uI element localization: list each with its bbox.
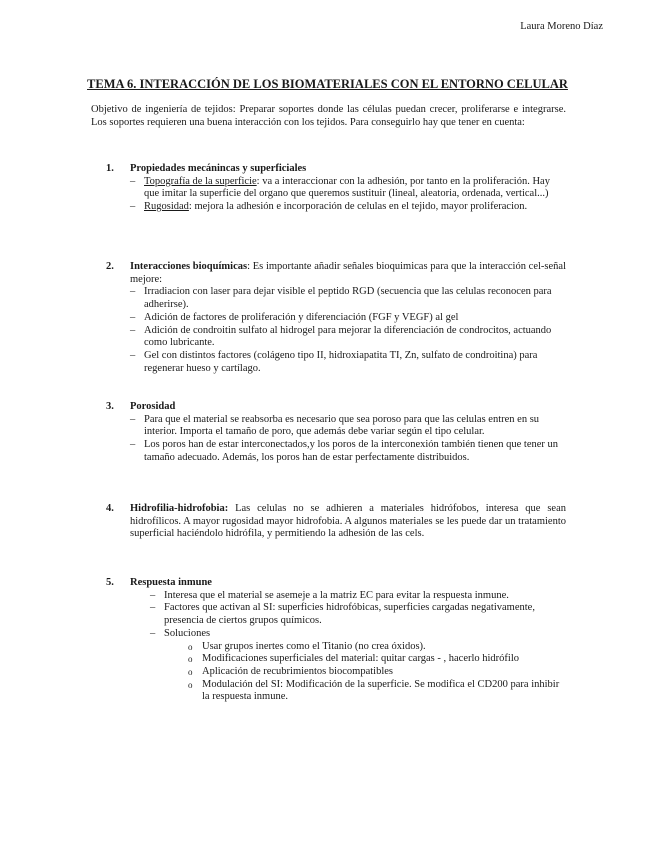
item-text: Interesa que el material se asemeje a la matriz EC para evitar la respuesta inmune. xyxy=(164,589,509,601)
item-text: : va a interaccionar con la adhesión, por tanto en la proliferación. Hay que imitar la superficie del organo que queremos sustituir (lineal, aleatoria, ordenada, vertical...) xyxy=(144,175,550,200)
circle-bullet-icon: o xyxy=(188,666,193,677)
sub-list-item xyxy=(182,653,566,666)
dash-bullet-icon: – xyxy=(130,286,136,298)
dash-bullet-icon: – xyxy=(150,589,156,601)
section-title-rest: Las celulas no se adhieren a materiales hidrófobos, interesa que sean hidrofílicos. A mayor rugosidad mayor hidrofobia. A algunos materiales se les puede dar un tratamiento superficial haciéndolo hidrófila, y permitiendo la adhesión de las cels. xyxy=(130,503,566,540)
dash-bullet-icon: – xyxy=(130,413,136,425)
section-4 xyxy=(106,503,566,541)
bullet-list xyxy=(130,176,566,214)
item-text: Adición de factores de proliferación y diferenciación (FGF y VEGF) al gel xyxy=(144,311,459,323)
section-3 xyxy=(106,401,566,465)
circle-bullet-icon: o xyxy=(188,679,193,690)
section-title: Hidrofilia-hidrofobia: xyxy=(130,503,229,514)
sub-bullet-list xyxy=(182,641,566,705)
section-heading xyxy=(130,261,566,286)
section-number: 2. xyxy=(106,261,114,272)
circle-bullet-icon: o xyxy=(188,641,193,652)
dash-bullet-icon: – xyxy=(130,201,136,213)
section-number: 4. xyxy=(106,503,114,514)
intro-paragraph: Objetivo de ingeniería de tejidos: Preparar soportes donde las células puedan crecer, proliferarse e integrarse. Los soportes requieren una buena interacción con los tejidos. Para conseguirlo hay que tener en cuenta: xyxy=(91,104,566,128)
section-number: 5. xyxy=(106,577,114,588)
list-item xyxy=(150,628,566,704)
dash-bullet-icon: – xyxy=(130,311,136,323)
header-author: Laura Moreno Díaz xyxy=(520,21,603,32)
dash-bullet-icon: – xyxy=(150,602,156,614)
section-2 xyxy=(106,261,566,375)
sub-list-item xyxy=(182,641,566,654)
item-text: Soluciones xyxy=(164,627,211,639)
section-paragraph xyxy=(130,503,566,541)
item-text: Gel con distintos factores (colágeno tipo II, hidroxiapatita TI, Zn, sulfato de condroitina) para regenerar hueso y cartílago. xyxy=(144,349,538,374)
section-title: Respuesta inmune xyxy=(130,577,212,588)
item-text: : mejora la adhesión e incorporación de celulas en el tejido, mayor proliferacion. xyxy=(188,201,528,213)
list-item xyxy=(130,350,566,375)
section-title: Interacciones bioquímicas xyxy=(130,261,248,272)
list-item xyxy=(130,286,566,311)
page-title: TEMA 6. INTERACCIÓN DE LOS BIOMATERIALES CON EL ENTORNO CELULAR xyxy=(87,77,568,91)
section-5 xyxy=(106,577,566,704)
sub-item-text: Aplicación de recubrimientos biocompatibles xyxy=(202,665,393,677)
list-item xyxy=(150,602,566,627)
list-item xyxy=(130,312,566,325)
list-item xyxy=(130,201,566,214)
section-title-rest: : Es importante añadir señales bioquimicas para que la interacción cel-señal mejore: xyxy=(130,261,566,285)
list-item xyxy=(130,325,566,350)
sub-item-text: Usar grupos inertes como el Titanio (no crea óxidos). xyxy=(202,640,426,652)
section-title: Propiedades mecánincas y superficiales xyxy=(130,163,307,174)
item-term: Rugosidad xyxy=(144,201,189,213)
section-number: 1. xyxy=(106,163,114,174)
bullet-list xyxy=(130,286,566,375)
list-item xyxy=(130,439,566,464)
list-item xyxy=(130,176,566,201)
dash-bullet-icon: – xyxy=(130,439,136,451)
list-item xyxy=(150,590,566,603)
item-term: Topografía de la superficie xyxy=(144,175,257,187)
item-text: Adición de condroitin sulfato al hidrogel para mejorar la diferenciación de condrocitos, actuando como lubricante. xyxy=(144,324,552,349)
bullet-list xyxy=(150,590,566,704)
circle-bullet-icon: o xyxy=(188,654,193,665)
bullet-list xyxy=(130,414,566,465)
list-item xyxy=(130,414,566,439)
item-text: Factores que activan al SI: superficies hidrofóbicas, superficies cargadas negativamente, presencia de ciertos grupos químicos. xyxy=(164,602,535,627)
sub-list-item xyxy=(182,679,566,704)
item-text: Los poros han de estar interconectados,y los poros de la interconexión también tienen que tener un tamaño adecuado. Además, los poros han de estar perfectamente distribuidos. xyxy=(144,439,559,463)
sub-item-text: Modulación del SI: Modificación de la superficie. Se modifica el CD200 para inhibir la respuesta inmune. xyxy=(202,678,560,703)
section-number: 3. xyxy=(106,401,114,412)
sub-list-item xyxy=(182,666,566,679)
dash-bullet-icon: – xyxy=(130,349,136,361)
item-text: Para que el material se reabsorba es necesario que sea poroso para que las celulas entren en su interior. Importa el tamaño de poro, que además debe variar según el tipo celular. xyxy=(144,413,540,438)
section-title: Porosidad xyxy=(130,401,176,412)
dash-bullet-icon: – xyxy=(150,627,156,639)
item-text: Irradiacion con laser para dejar visible el peptido RGD (secuencia que las celulas reconocen para adherirse). xyxy=(144,286,552,311)
section-1 xyxy=(106,163,566,214)
dash-bullet-icon: – xyxy=(130,324,136,336)
dash-bullet-icon: – xyxy=(130,175,136,187)
sub-item-text: Modificaciones superficiales del material: quitar cargas - , hacerlo hidrófilo xyxy=(202,653,520,665)
